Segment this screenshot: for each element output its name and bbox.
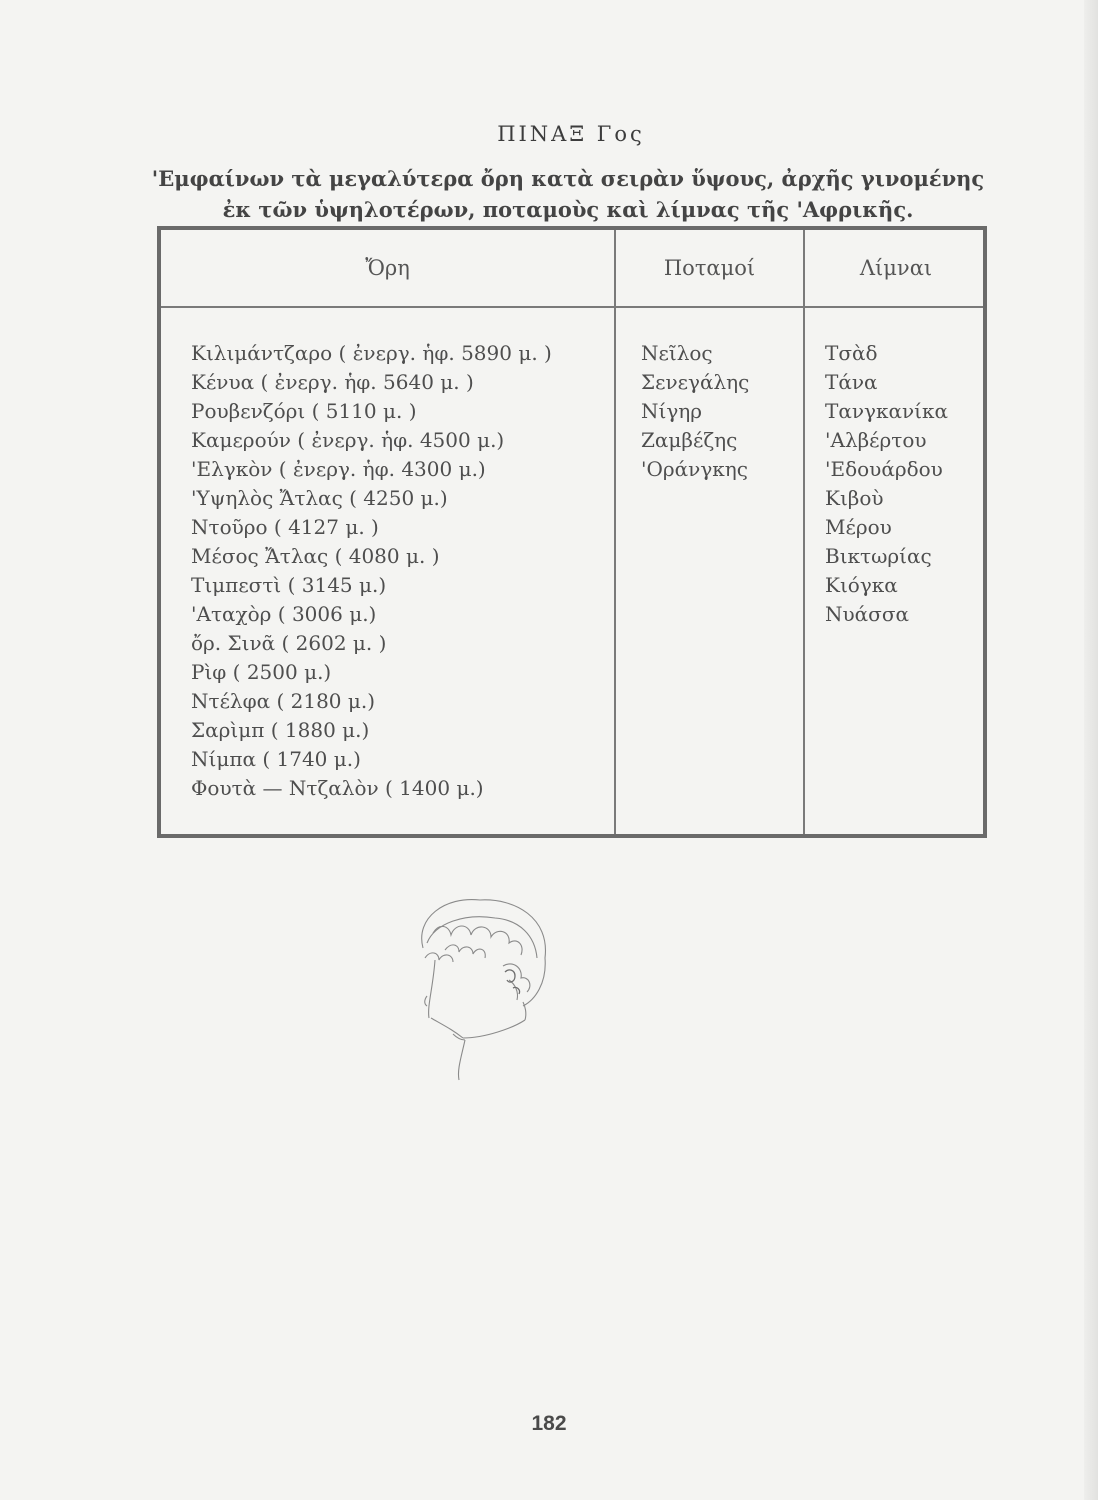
mountain-entry: Νίμπα ( 1740 μ.) bbox=[191, 747, 361, 771]
lake-entry: Τανγκανίκα bbox=[825, 399, 948, 423]
lake-entry: Τάνα bbox=[825, 370, 878, 394]
mountain-entry: 'Αταχὸρ ( 3006 μ.) bbox=[191, 602, 377, 626]
mountain-entry: Ντοῦρο ( 4127 μ. ) bbox=[191, 515, 379, 539]
river-entry: 'Οράνγκης bbox=[641, 457, 748, 481]
page-number: 182 bbox=[531, 1412, 567, 1435]
column-divider-1 bbox=[614, 230, 616, 834]
river-entry: Ζαμβέζης bbox=[641, 428, 738, 452]
mountain-entry: Ντέλφα ( 2180 μ.) bbox=[191, 689, 376, 713]
rivers-list bbox=[641, 339, 749, 484]
header-lakes: Λίμναι bbox=[859, 256, 933, 280]
mountain-entry: Ρουβενζόρι ( 5110 μ. ) bbox=[191, 399, 417, 423]
lake-entry: Κιόγκα bbox=[825, 573, 898, 597]
header-mountains: Ὄρη bbox=[365, 256, 410, 280]
mountain-entry: Καμερούν ( ἐνεργ. ἡφ. 4500 μ.) bbox=[191, 428, 505, 452]
lakes-list bbox=[825, 339, 948, 629]
pencil-sketch-portrait bbox=[405, 888, 565, 1088]
mountains-list bbox=[191, 339, 552, 803]
mountain-entry: Ρὶφ ( 2500 μ.) bbox=[191, 660, 332, 684]
header-rivers: Ποταμοί bbox=[663, 256, 756, 280]
table-caption: 'Εμφαίνων τὰ μεγαλύτερα ὄρη κατὰ σειρὰν ὕψους, ἀρχῆς γινομένης ἐκ τῶν ὑψηλοτέρων, ποταμοὺς καὶ λίμνας τῆς 'Αφρικῆς. bbox=[151, 166, 985, 222]
mountain-entry: Φουτὰ — Ντζαλὸν ( 1400 μ.) bbox=[191, 776, 484, 800]
lake-entry: 'Αλβέρτου bbox=[825, 428, 927, 452]
mountain-entry: 'Υψηλὸς Ἄτλας ( 4250 μ.) bbox=[191, 486, 448, 510]
table-title: ΠΙΝΑΞ Γος bbox=[497, 122, 645, 146]
river-entry: Σενεγάλης bbox=[641, 370, 750, 394]
mountain-entry: 'Ελγκὸν ( ἐνεργ. ἡφ. 4300 μ.) bbox=[191, 457, 486, 481]
lake-entry: Βικτωρίας bbox=[825, 544, 932, 568]
mountain-entry: ὄρ. Σινᾶ ( 2602 μ. ) bbox=[191, 631, 387, 655]
lake-entry: Νυάσσα bbox=[825, 602, 909, 626]
mountain-entry: Κένυα ( ἐνεργ. ἡφ. 5640 μ. ) bbox=[191, 370, 474, 394]
river-entry: Νίγηρ bbox=[641, 399, 703, 423]
lake-entry: Τσὰδ bbox=[825, 341, 878, 365]
column-divider-2 bbox=[803, 230, 805, 834]
page-edge bbox=[1084, 0, 1098, 1500]
mountain-entry: Τιμπεστὶ ( 3145 μ.) bbox=[191, 573, 387, 597]
africa-table bbox=[157, 226, 987, 838]
lake-entry: Κιβοὺ bbox=[825, 486, 884, 510]
lake-entry: 'Εδουάρδου bbox=[825, 457, 943, 481]
lake-entry: Μέρου bbox=[825, 515, 892, 539]
mountain-entry: Κιλιμάντζαρο ( ἐνεργ. ἡφ. 5890 μ. ) bbox=[191, 341, 552, 365]
river-entry: Νεῖλος bbox=[641, 341, 713, 365]
header-divider bbox=[161, 306, 983, 308]
mountain-entry: Μέσος Ἄτλας ( 4080 μ. ) bbox=[191, 544, 440, 568]
mountain-entry: Σαρὶμπ ( 1880 μ.) bbox=[191, 718, 370, 742]
